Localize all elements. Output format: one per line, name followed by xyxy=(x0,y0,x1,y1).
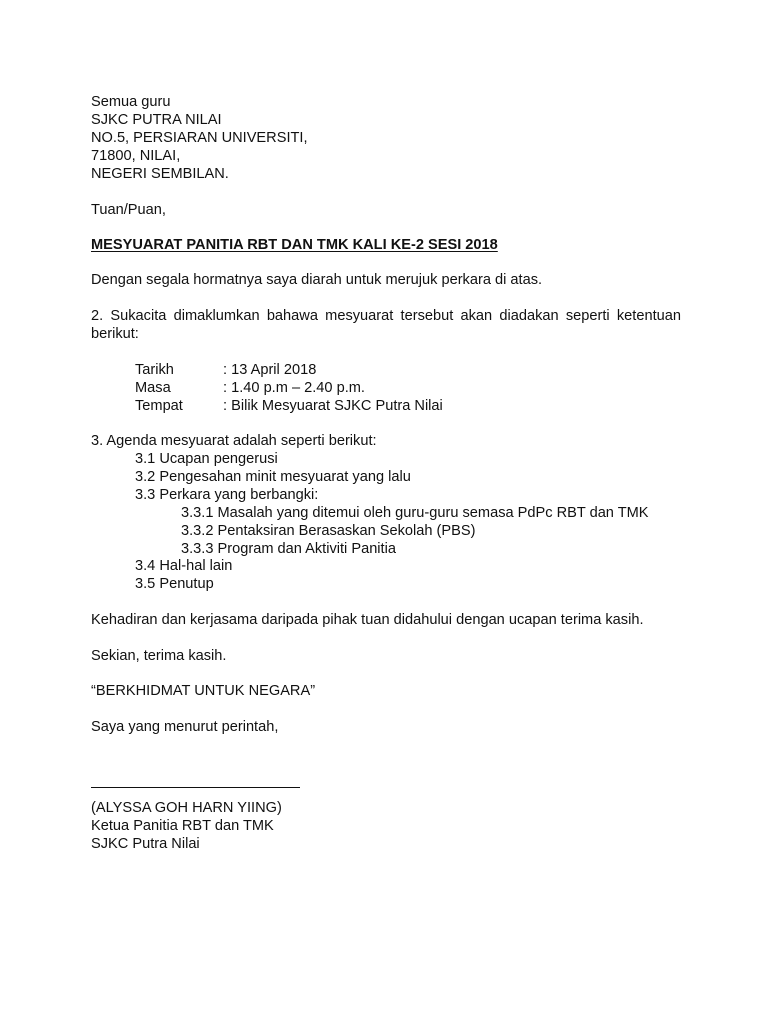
subject-heading: MESYUARAT PANITIA RBT DAN TMK KALI KE-2 SESI 2018 xyxy=(91,237,498,253)
salutation: Tuan/Puan, xyxy=(91,202,166,218)
recipient-line: 71800, NILAI, xyxy=(91,148,181,164)
recipient-line: NO.5, PERSIARAN UNIVERSITI, xyxy=(91,130,308,146)
agenda-subitem: 3.3.3 Program dan Aktiviti Panitia xyxy=(181,541,396,557)
signatory-school: SJKC Putra Nilai xyxy=(91,836,200,852)
signatory-name: (ALYSSA GOH HARN YIING) xyxy=(91,800,282,816)
attendance-paragraph: Kehadiran dan kerjasama daripada pihak tuan didahului dengan ucapan terima kasih. xyxy=(91,612,644,628)
agenda-heading: 3. Agenda mesyuarat adalah seperti berikut: xyxy=(91,433,377,449)
detail-value: : 1.40 p.m – 2.40 p.m. xyxy=(223,380,365,396)
detail-label: Masa xyxy=(135,380,171,396)
signatory-title: Ketua Panitia RBT dan TMK xyxy=(91,818,274,834)
agenda-item: 3.1 Ucapan pengerusi xyxy=(135,451,278,467)
thanks-line: Sekian, terima kasih. xyxy=(91,648,227,664)
recipient-line: Semua guru xyxy=(91,94,171,110)
agenda-item: 3.2 Pengesahan minit mesyuarat yang lalu xyxy=(135,469,411,485)
paragraph-2: 2. Sukacita dimaklumkan bahawa mesyuarat tersebut akan diadakan seperti ketentuan berikut: xyxy=(91,308,681,342)
recipient-line: NEGERI SEMBILAN. xyxy=(91,166,229,182)
agenda-item: 3.5 Penutup xyxy=(135,576,214,592)
motto: “BERKHIDMAT UNTUK NEGARA” xyxy=(91,683,316,699)
detail-label: Tarikh xyxy=(135,362,174,378)
detail-value: : 13 April 2018 xyxy=(223,362,317,378)
intro-paragraph: Dengan segala hormatnya saya diarah untuk merujuk perkara di atas. xyxy=(91,272,543,288)
agenda-subitem: 3.3.2 Pentaksiran Berasaskan Sekolah (PBS) xyxy=(181,523,476,539)
detail-value: : Bilik Mesyuarat SJKC Putra Nilai xyxy=(223,398,443,414)
agenda-item: 3.4 Hal-hal lain xyxy=(135,558,233,574)
detail-label: Tempat xyxy=(135,398,183,414)
signature-line xyxy=(91,787,300,788)
agenda-item: 3.3 Perkara yang berbangki: xyxy=(135,487,319,503)
recipient-line: SJKC PUTRA NILAI xyxy=(91,112,222,128)
agenda-subitem: 3.3.1 Masalah yang ditemui oleh guru-guru semasa PdPc RBT dan TMK xyxy=(181,505,649,521)
yours-faithfully: Saya yang menurut perintah, xyxy=(91,719,279,735)
